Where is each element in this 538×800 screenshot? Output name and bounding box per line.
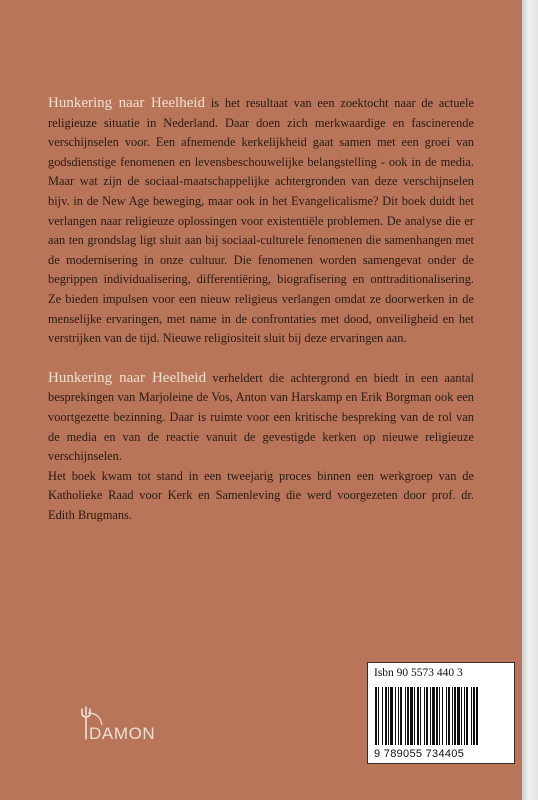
blurb-text [48,94,474,525]
barcode-digits: 9 789055 734405 [374,748,465,760]
barcode-panel [367,662,515,764]
paragraph-intro [48,94,474,349]
page-edge [522,0,538,800]
publisher-logo [76,703,216,763]
paragraph-background-text: verheldert die achtergrond en biedt in een aantal besprekingen van Marjoleine de Vos, Anton van Harskamp en Erik Borgman ook een voortgezette bezinning. Daar is ruimte voor een kritische bespreking van de rol van de media en van de reactie vanuit de gevestigde kerken op nieuwe religieuze verschijnselen. [48,370,474,464]
paragraph-origin: Het boek kwam tot stand in een tweejarig proces binnen een werkgroep van de Katholieke Raad voor Kerk en Samenleving die werd voorgezeten door prof. dr. Edith Brugmans. [48,468,474,522]
publisher-name: DAMON [89,724,156,743]
paragraph-background [48,369,474,467]
barcode-bars [374,687,508,745]
paragraph-intro-text: is het resultaat van een zoektocht naar de actuele religieuze situatie in Nederland. Daar doen zich merkwaardige en fascinerende verschijnselen voor. Een afnemende kerkelijkheid gaat samen met een groei van godsdienstige fenomenen en levensbeschouwelijke belangstelling - ook in de media. Maar wat zijn de sociaal-maatschappelijke achtergronden van deze verschijnselen bijv. in de New Age beweging, maar ook in het Evangelicalisme? Dit boek duidt het verlangen naar religieuze oplossingen voor existentiële problemen. De analyse die er aan ten grondslag ligt sluit aan bij sociaal-culturele fenomenen die samenhangen met de modernisering in onze cultuur. Die fenomenen worden samengevat onder de begrippen individualisering, differentiëring, biografisering en onttraditionalisering. Ze bieden impulsen voor een nieuw religieus verlangen omdat ze doorwerken in de menselijke ervaringen, met name in de confrontaties met dood, onveiligheid en het verstrijken van de tijd. Nieuwe religiositeit sluit bij deze ervaringen aan. [48,96,474,346]
isbn-label: Isbn 90 5573 440 3 [374,667,463,679]
book-title-accent-2: Hunkering naar Heelheid [48,369,207,386]
book-title-accent: Hunkering naar Heelheid [48,95,206,111]
